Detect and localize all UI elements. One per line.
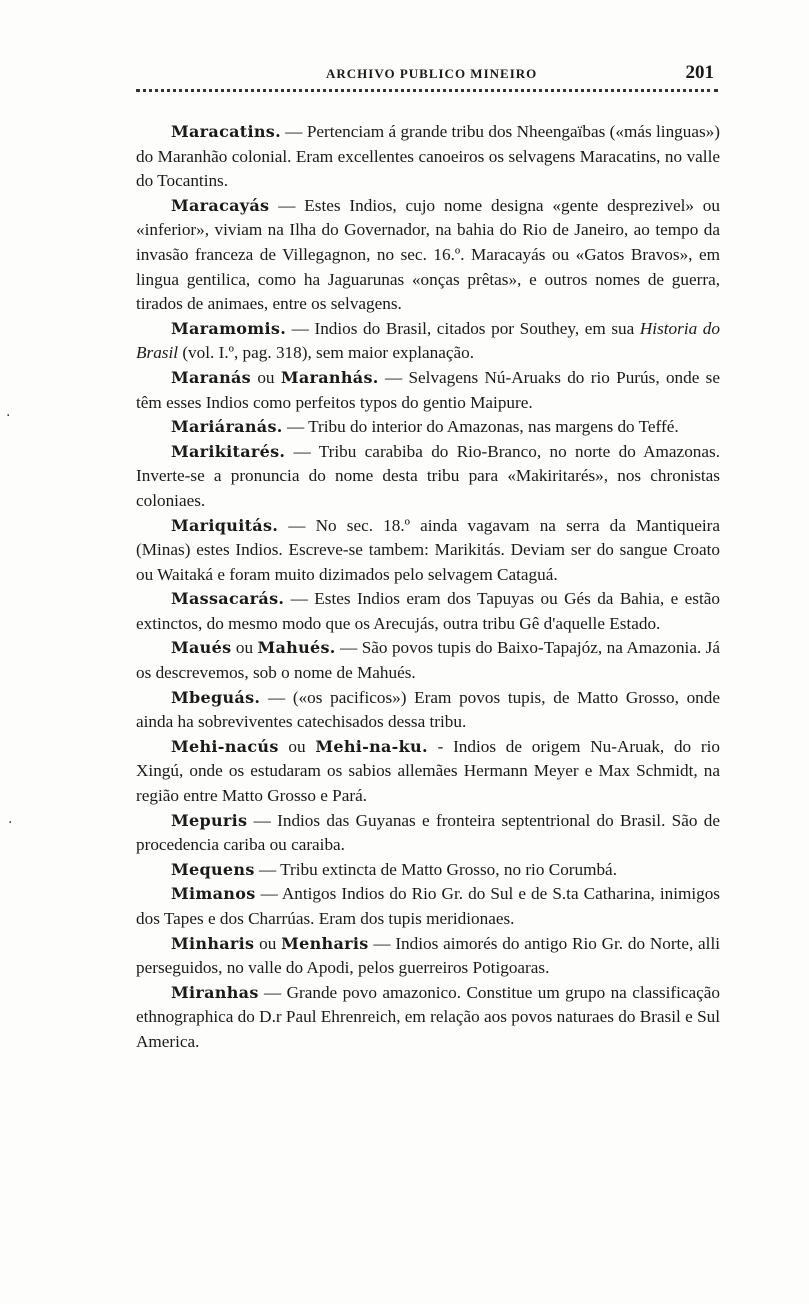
entry-text: — Tribu carabiba do Rio-Branco, no norte do Amazonas. Inverte-se a pronuncia do nome desta tribu para «Makiritarés», nos chronistas coloniaes. — [136, 441, 720, 510]
entry-term: Mariáranás. — [171, 417, 283, 437]
entry-term: Maramomis. — [171, 318, 287, 338]
entry-marikitares — [136, 440, 720, 514]
entry-text: — Estes Indios eram dos Tapuyas ou Gés da Bahia, e estão extinctos, do mesmo modo que os Arecujás, outra tribu Gê d'aquelle Estado. — [136, 589, 720, 633]
entry-text: — No sec. 18.º ainda vagavam na serra da Mantiqueira (Minas) estes Indios. Escreve-se tambem: Marikitás. Deviam ser do sangue Croato ou Waitaká e foram muito dizimados pelo selvagem Cataguá. — [136, 515, 720, 584]
book-title: Historia do Brasil — [136, 318, 720, 363]
entry-connector: ou — [250, 367, 281, 387]
entry-term: Massacarás. — [171, 589, 285, 609]
entry-term: Mariquitás. — [171, 515, 279, 535]
entry-term: Miranhas — [171, 982, 259, 1002]
entry-text: — Tribu extincta de Matto Grosso, no rio Corumbá. — [254, 859, 617, 879]
entry-text: — Pertenciam á grande tribu dos Nheengaïbas («más linguas») do Maranhão colonial. Eram excellentes canoeiros os selvagens Maracatins, no valle do Tocantins. — [136, 122, 720, 191]
entry-maracayas — [136, 194, 720, 317]
entry-mehi-nacus — [136, 735, 720, 809]
margin-mark: · — [6, 408, 11, 424]
entry-term: Maranás — [171, 367, 251, 387]
entry-mbeguas — [136, 686, 720, 735]
entry-term-alt: Menharis — [281, 933, 369, 953]
entry-term: Mequens — [171, 859, 255, 879]
entry-minharis — [136, 932, 720, 981]
entry-maramomis — [136, 317, 720, 366]
entry-term: Maracatins. — [171, 122, 281, 141]
entry-text: — São povos tupis do Baixo-Tapajóz, na Amazonia. Já os descrevemos, sob o nome de Mahués. — [136, 638, 720, 683]
entry-term: Minharis — [171, 933, 255, 953]
entry-connector: ou — [278, 736, 316, 756]
entry-term-alt: Mahués. — [257, 638, 336, 658]
entry-massacaras — [136, 587, 720, 636]
entry-text: — Selvagens Nú-Aruaks do rio Purús, onde se têm esses Indios como perfeitos typos do gentio Maipure. — [136, 367, 721, 412]
entry-mariquitas — [136, 514, 720, 588]
entry-maranas — [136, 366, 720, 415]
entry-text: - Indios de origem Nu-Aruak, do rio Xingú, onde os estudaram os sabios allemães Hermann Meyer e Max Schmidt, na região entre Matto Grosso e Pará. — [136, 736, 721, 806]
entry-text: — Tribu do interior do Amazonas, nas margens do Teffé. — [282, 417, 679, 437]
entry-term: Mimanos — [171, 884, 256, 904]
entry-term: Marikitarés. — [171, 441, 286, 461]
entry-text: — Indios aimorés do antigo Rio Gr. do Norte, alli perseguidos, no valle do Apodi, pelos guerreiros Potigoaras. — [136, 933, 721, 978]
entry-term: Maués — [171, 638, 232, 658]
entry-connector: ou — [231, 638, 258, 658]
page-header — [136, 62, 718, 86]
entry-connector: ou — [254, 933, 282, 953]
margin-mark: · — [8, 815, 13, 831]
header-rule — [136, 89, 718, 92]
entry-term: Mepuris — [171, 810, 248, 830]
entry-term: Mbeguás. — [171, 687, 261, 707]
entry-maues — [136, 636, 720, 685]
entry-term: Maracayás — [171, 195, 270, 215]
entry-term-alt: Mehi-na-ku. — [315, 736, 428, 756]
running-title: ARCHIVO PUBLICO MINEIRO — [326, 66, 538, 81]
entry-text: — Indios do Brasil, citados por Southey, em sua — [286, 318, 640, 338]
entry-term-alt: Maranhás. — [280, 367, 379, 387]
entry-text-after: (vol. I.º, pag. 318), sem maior explanação. — [178, 343, 475, 363]
entry-miranhas — [136, 981, 720, 1055]
entry-text: — Grande povo amazonico. Constitue um grupo na classificação ethnographica do D.r Paul Ehrenreich, em relação aos povos naturaes do Brasil e Sul America. — [136, 982, 720, 1051]
dictionary-body — [136, 120, 720, 1055]
entry-text: — («os pacificos») Eram povos tupis, de Matto Grosso, onde ainda ha sobreviventes catechisados dessa tribu. — [136, 687, 720, 732]
page-number: 201 — [685, 62, 714, 83]
entry-maracatins — [136, 120, 720, 194]
entry-mariaranas — [136, 415, 720, 440]
entry-text: — Antigos Indios do Rio Gr. do Sul e de S.ta Catharina, inimigos dos Tapes e dos Charrúas. Eram dos tupis meridionaes. — [136, 884, 720, 928]
entry-text: — Estes Indios, cujo nome designa «gente desprezivel» ou «inferior», viviam na Ilha do Governador, na bahia do Rio de Janeiro, ao tempo da invasão franceza de Villegagnon, no sec. 16.º. Maracayás ou «Gatos Bravos», em lingua gentilica, como ha Jaguarunas «onças prêtas», e outros nomes de guerra, tirados de animaes, entre os selvagens. — [136, 195, 720, 314]
entry-term: Mehi-nacús — [171, 736, 279, 756]
entry-mepuris — [136, 809, 720, 858]
entry-text: — Indios das Guyanas e fronteira septentrional do Brasil. São de procedencia cariba ou caraiba. — [136, 810, 720, 855]
entry-mimanos — [136, 882, 720, 931]
entry-mequens — [136, 858, 720, 883]
